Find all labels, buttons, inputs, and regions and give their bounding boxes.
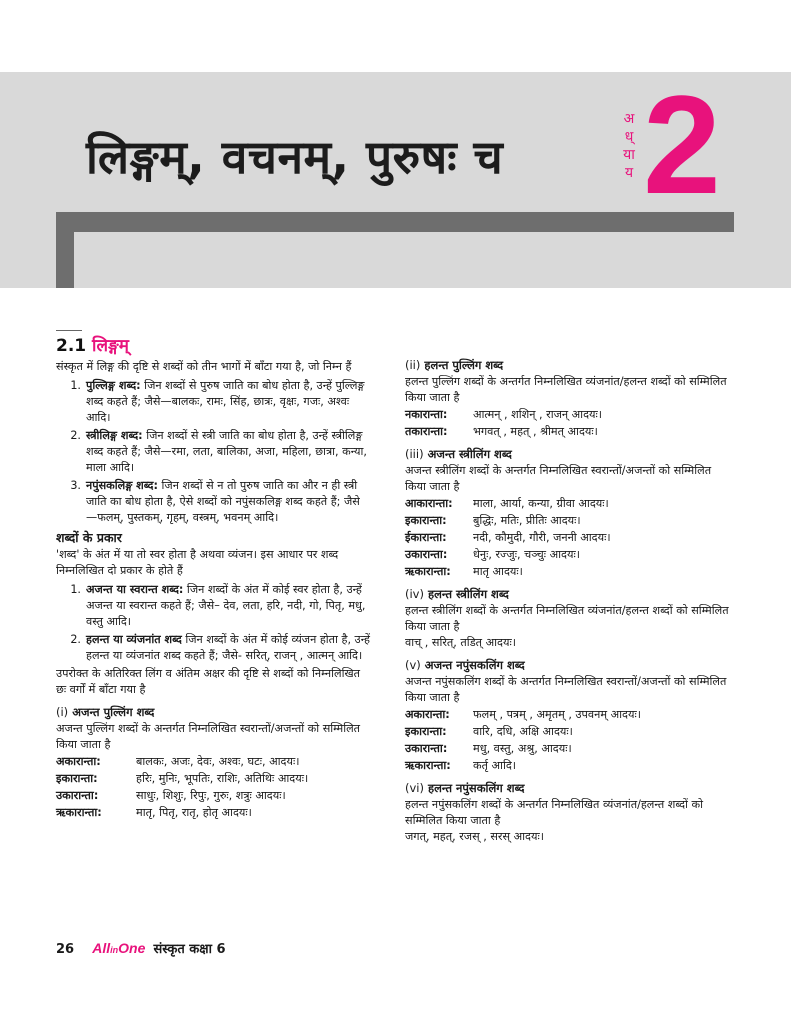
section-heading: [56, 335, 371, 357]
category-row: तकारान्ता: भगवत् , महत् , श्रीमत् आदयः।: [405, 425, 598, 438]
banner-bar-vertical: [56, 212, 74, 288]
category-heading: (vi) हलन्त नपुंसकलिंग शब्द: [405, 781, 525, 795]
category-desc: हलन्त नपुंसकलिंग शब्दों के अन्तर्गत निम्नलिखित व्यंजनांत/हलन्त शब्दों को सम्मिलित किया जाता है: [405, 798, 703, 827]
category-examples: वाच् , सरित्, तडित् आदयः।: [405, 636, 516, 649]
chapter-label: [621, 110, 637, 182]
page-number: 26: [56, 942, 75, 957]
section-rule: [56, 330, 82, 331]
list-text: जिन शब्दों से स्त्री जाति का बोध होता है, उन्हें स्त्रीलिङ्ग शब्द कहते हैं; जैसे—रमा, लता, बालिका, अजा, महिला, छात्रा, कन्या, माला आदि।: [86, 429, 367, 474]
gender-list: [56, 378, 371, 526]
chapter-label-letter: या: [623, 147, 635, 163]
brand-logo: AllinOne: [92, 940, 146, 956]
list-number: 1.: [70, 583, 81, 596]
list-term: अजन्त या स्वरान्त शब्द:: [86, 583, 184, 596]
category-row: उकारान्ता: धेनुः, रज्जुः, चञ्चुः आदयः।: [405, 548, 580, 561]
list-item: [56, 478, 371, 526]
category-heading: (ii) हलन्त पुल्लिंग शब्द: [405, 358, 504, 372]
list-item: [56, 582, 371, 630]
list-number: 2.: [70, 429, 81, 442]
category-row: अकारान्ता: बालकः, अजः, देवः, अश्वः, घटः, आदयः।: [56, 755, 300, 768]
category-heading: (iii) अजन्त स्त्रीलिंग शब्द: [405, 447, 512, 461]
category-row: उकारान्ता: मधु, वस्तु, अश्रु, आदयः।: [405, 742, 572, 755]
types-list: [56, 582, 371, 664]
list-term: नपुंसकलिङ्ग शब्द:: [86, 479, 158, 492]
chapter-number: 2: [643, 66, 721, 223]
category-row: इकारान्ता: हरिः, मुनिः, भूपतिः, राशिः, अतिथिः आदयः।: [56, 772, 309, 785]
category-heading: (i) अजन्त पुल्लिंग शब्द: [56, 705, 155, 719]
category-heading: (v) अजन्त नपुंसकलिंग शब्द: [405, 658, 525, 672]
list-number: 2.: [70, 633, 81, 646]
category-row: अकारान्ता: फलम् , पत्रम् , अमृतम् , उपवनम् आदयः।: [405, 708, 641, 721]
category-row: नकारान्ता: आत्मन् , शशिन् , राजन् आदयः।: [405, 408, 603, 421]
category-row: आकारान्ता: माला, आर्या, कन्या, ग्रीवा आदयः।: [405, 497, 609, 510]
category-row: ईकारान्ता: नदी, कौमुदी, गौरी, जननी आदयः।: [405, 531, 611, 544]
category-row: ऋकारान्ता: मातृ आदयः।: [405, 565, 523, 578]
category-row: उकारान्ता: साधुः, शिशुः, रिपुः, गुरुः, शत्रुः आदयः।: [56, 789, 286, 802]
list-text: जिन शब्दों के अंत में कोई स्वर होता है, उन्हें अजन्त या स्वरान्त कहते हैं; जैसे– देव, लता, हरि, नदी, गो, पितृ, मधु, वस्तु आदि।: [86, 583, 366, 628]
list-term: पुल्लिङ्ग शब्द:: [86, 379, 141, 392]
category-row: ऋकारान्ता: कर्तृ आदि।: [405, 759, 517, 772]
category-desc: हलन्त पुल्लिंग शब्दों के अन्तर्गत निम्नलिखित व्यंजनांत/हलन्त शब्दों को सम्मिलित किया जाता है: [405, 375, 727, 404]
category-desc: अजन्त पुल्लिंग शब्दों के अन्तर्गत निम्नलिखित स्वरान्तों/अजन्तों को सम्मिलित किया जाता है: [56, 722, 361, 751]
list-text: जिन शब्दों से न तो पुरुष जाति का और न ही स्त्री जाति का बोध होता है, ऐसे शब्दों को नपुंसकलिङ्ग शब्द कहते हैं; जैसे—फलम्, पुस्तकम्, गृहम्, वस्त्रम्, भवनम् आदि।: [86, 479, 360, 524]
list-term: स्त्रीलिङ्ग शब्द:: [86, 429, 143, 442]
category-examples: जगत्, महत्, रजस् , सरस् आदयः।: [405, 830, 544, 843]
left-column: [56, 330, 371, 821]
category-desc: हलन्त स्त्रीलिंग शब्दों के अन्तर्गत निम्नलिखित व्यंजनांत/हलन्त शब्दों को सम्मिलित किया जाता है: [405, 604, 729, 633]
book-title: संस्कृत कक्षा 6: [153, 942, 226, 957]
section-intro: संस्कृत में लिङ्ग की दृष्टि से शब्दों को तीन भागों में बाँटा गया है, जो निम्न हैं: [56, 360, 352, 373]
chapter-label-letter: य: [624, 165, 634, 181]
list-number: 1.: [70, 379, 81, 392]
category-desc: अजन्त नपुंसकलिंग शब्दों के अन्तर्गत निम्नलिखित स्वरान्तों/अजन्तों को सम्मिलित किया जाता है: [405, 675, 727, 704]
chapter-label-letter: अ: [623, 111, 635, 127]
section-number: 2.1: [56, 336, 87, 356]
section-title: लिङ्गम्: [92, 336, 129, 356]
banner-bar-horizontal: [56, 212, 734, 232]
list-text: जिन शब्दों के अंत में कोई व्यंजन होता है, उन्हें हलन्त या व्यंजनांत शब्द कहते हैं; जैसे- सरित्, राजन् , आत्मन् आदि।: [86, 633, 370, 662]
category-row: इकारान्ता: बुद्धिः, मतिः, प्रीतिः आदयः।: [405, 514, 581, 527]
category-row: इकारान्ता: वारि, दधि, अक्षि आदयः।: [405, 725, 573, 738]
types-intro: 'शब्द' के अंत में या तो स्वर होता है अथवा व्यंजन। इस आधार पर शब्द निम्नलिखित दो प्रकार के होते हैं: [56, 548, 339, 577]
list-text: जिन शब्दों से पुरुष जाति का बोध होता है, उन्हें पुल्लिङ्ग शब्द कहते हैं; जैसे—बालकः, रामः, सिंह, छात्रः, वृक्षः, गजः, अश्वः आदि।: [86, 379, 365, 424]
page-footer: [56, 939, 226, 957]
list-item: [56, 378, 371, 426]
category-heading: (iv) हलन्त स्त्रीलिंग शब्द: [405, 587, 509, 601]
category-desc: अजन्त स्त्रीलिंग शब्दों के अन्तर्गत निम्नलिखित स्वरान्तों/अजन्तों को सम्मिलित किया जाता है: [405, 464, 712, 493]
category-row: ऋकारान्ता: मातृ, पितृ, रातृ, होतृ आदयः।: [56, 806, 252, 819]
chapter-title: लिङ्गम्, वचनम्, पुरुषः च: [86, 130, 504, 184]
classes-intro: उपरोक्त के अतिरिक्त लिंग व अंतिम अक्षर की दृष्टि से शब्दों को निम्नलिखित छः वर्गों में बाँटा गया है: [56, 667, 361, 696]
right-column: [405, 357, 735, 845]
list-item: [56, 428, 371, 476]
list-item: [56, 632, 371, 664]
subsection-heading: शब्दों के प्रकार: [56, 530, 122, 545]
list-term: हलन्त या व्यंजनांत शब्द: [86, 633, 182, 646]
list-number: 3.: [70, 479, 81, 492]
chapter-label-letter: ध्: [624, 129, 634, 145]
